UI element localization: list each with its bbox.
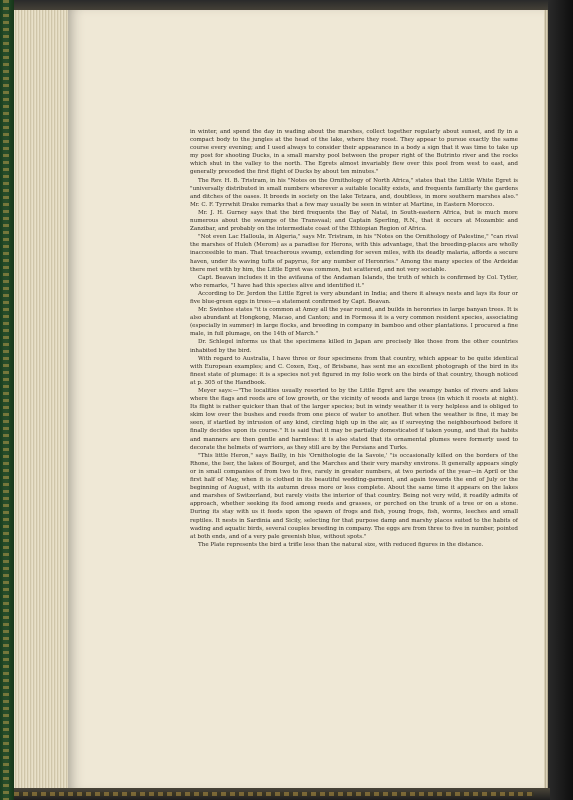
book-cover-left xyxy=(0,0,14,800)
paragraph: The Plate represents the bird a trifle less than the natural size, with reduced figures in the distance. xyxy=(198,541,484,548)
book-cover-right xyxy=(548,0,573,800)
paragraph: With regard to Australia, I have three or four specimens from that country, which appear to be quite identical with European examples; and C. Coxen, Esq., of Brisbane, has sent me an excellent photograph of the bird in its finest state of plumage: it is a species not yet figured in my folio work on the birds of that country, though noticed at p. 305 of the Handbook. xyxy=(190,355,518,386)
paragraph: "Not even Lac Halloula, in Algeria," says Mr. Tristram, in his "Notes on the Ornithology of Palestine," "can rival the marshes of Huleh (Merom) as a paradise for Herons, with this advantage, that the breeding-places are wholly inaccessible to man. That treacherous swamp, extending for seven miles, with its deadly malaria, affords a secure haven, under its waving tufts of papyrus, for any number of Heronries." Among the many species of the Ardeidæ there met with by him, the Little Egret was common, but scattered, and not very sociable. xyxy=(190,234,518,273)
paragraph: According to Dr. Jerdon the Little Egret is very abundant in India; and there it always nests and lays its four or five blue-green eggs in trees—a statement confirmed by Capt. Beavan. xyxy=(190,290,518,305)
page-text xyxy=(190,128,518,728)
paragraph: Mr. J. H. Gurney says that the bird frequents the Bay of Natal, in South-eastern Africa, but is much more numerous about the swamps of the Transvaal; and Captain Sperling, R.N., that it occurs at Mozambic and Zanzibar, and probably on the intermediate coast of the Ethiopian Region of Africa. xyxy=(190,209,518,233)
paragraph: in winter, and spend the day in wading about the marshes, collect together regularly about sunset, and fly in a compact body to the jungles at the head of the lake, where they roost. They appear to pursue exactly the same course every evening; and I used always to consider their appearance in a body a sign that it was time to take up my post for shooting Ducks, in a small marshy pool between the proper right of the Butrinto river and the rocks which shut in the valley to the north. The Egrets almost invariably flew over this pool from west to east, and generally preceded the first flight of Ducks by about ten minutes." xyxy=(190,129,518,176)
page-stack xyxy=(14,10,74,790)
paragraph: The Rev. H. B. Tristram, in his "Notes on the Ornithology of North Africa," states that the Little White Egret is "universally distributed in small numbers wherever a suitable locality exists, and frequents familiarly the gardens and ditches of the oases. It breeds in society on the lake Tetzara, and, doubtless, in more southern marshes also." Mr. C. F. Tyrrwhit Drake remarks that a few may usually be seen in winter at Martine, in Eastern Morocco. xyxy=(190,177,518,208)
paragraph: "This little Heron," says Bailly, in his 'Ornithologie de la Savoie,' "is occasionally killed on the borders of the Rhone, the Iser, the lakes of Bourget, and the Marches and their very marshy environs. It generally appears singly or in small companies of from two to five, rarely in greater numbers, at two periods of the year—in April or the first half of May, when it is clothed in its beautiful wedding-garment, and again towards the end of July or the beginning of August, with its autumn dress more or less complete. About the same time it appears on the lakes and marshes of Switzerland, but rarely visits the interior of that country. Being not very wild, it readily admits of approach, whether seeking its food among reeds and grasses, or perched on the trunk of a tree or on a stone. During its stay with us it feeds upon the spawn of frogs and fish, young frogs, fish, worms, leeches and small reptiles. It nests in Sardinia and Sicily, selecting for that purpose damp and marshy places suited to the habits of wading and aquatic birds, several couples breeding in company. The eggs are from three to five in number, pointed at both ends, and of a very pale greenish blue, without spots." xyxy=(190,452,518,540)
paragraph: Capt. Beavan includes it in the avifauna of the Andaman Islands, the truth of which is confirmed by Col. Tytler, who remarks, "I have had this species alive and identified it." xyxy=(190,274,518,289)
gilt-border xyxy=(14,792,534,796)
paragraph: Mr. Swinhoe states "it is common at Amoy all the year round, and builds in heronries in large banyan trees. It is also abundant at Hongkong, Macao, and Canton; and in Formosa it is a very common resident species, associating (especially in summer) in large flocks, and breeding in company in bamboo and other plantations. I procured a fine male, in full plumage, on the 14th of March." xyxy=(190,307,518,338)
paragraph: Meyer says:—"The localities usually resorted to by the Little Egret are the swampy banks of rivers and lakes where the flags and reeds are of low growth, or the vicinity of woods and large trees (in which it roosts at night). Its flight is rather quicker than that of the larger species; but in windy weather it is very helpless and is obliged to skim low over the bushes and reeds from one piece of water to another. But when the weather is fine, it may be seen, if startled by intrusion of any kind, circling high up in the air, as if surveying the neighbourhood before it finally decides upon its course." It is said that it may be partially domesticated if taken young, and that its habits and manners are then gentle and harmless: it is also stated that its ornamental plumes were formerly used to decorate the helmets of warriors, as they still are by the Persians and Turks. xyxy=(190,388,518,451)
paragraph: Dr. Schlegel informs us that the specimens killed in Japan are precisely like those from the other countries inhabited by the bird. xyxy=(190,339,518,354)
